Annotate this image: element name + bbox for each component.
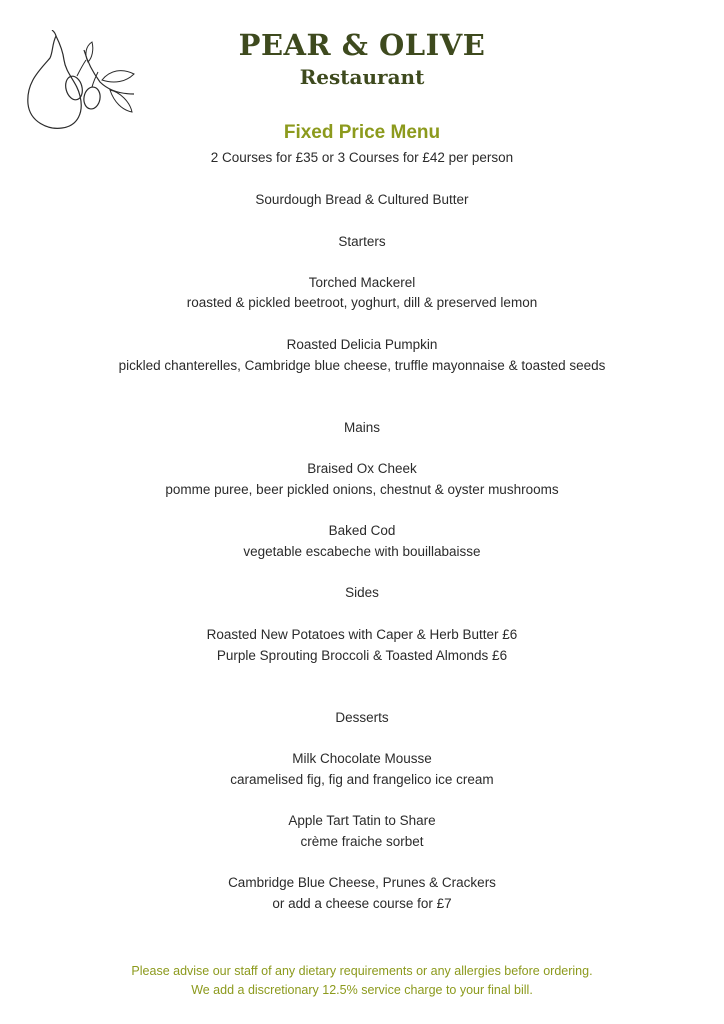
mains-heading: Mains: [343, 420, 380, 435]
starter-2-name: Roasted Delicia Pumpkin: [286, 337, 438, 352]
sides-heading: Sides: [345, 585, 379, 600]
main-1-description: pomme puree, beer pickled onions, chestnut & oyster mushrooms: [165, 482, 559, 497]
dessert-1-name: Milk Chocolate Mousse: [292, 751, 432, 766]
side-2: Purple Sprouting Broccoli & Toasted Almonds £6: [216, 648, 508, 663]
allergy-notice: Please advise our staff of any dietary requirements or any allergies before ordering.: [131, 964, 593, 978]
starter-2-description: pickled chanterelles, Cambridge blue cheese, truffle mayonnaise & toasted seeds: [118, 358, 606, 373]
dessert-2-description: crème fraiche sorbet: [300, 834, 424, 849]
desserts-heading: Desserts: [335, 710, 389, 725]
bread-item: Sourdough Bread & Cultured Butter: [255, 192, 469, 207]
restaurant-name: PEAR & OLIVE: [238, 28, 486, 62]
dessert-3-name: Cambridge Blue Cheese, Prunes & Crackers: [228, 875, 496, 890]
dessert-2-name: Apple Tart Tatin to Share: [288, 813, 436, 828]
menu-pricing: 2 Courses for £35 or 3 Courses for £42 per person: [210, 150, 514, 165]
dessert-3-description: or add a cheese course for £7: [272, 896, 452, 911]
main-1-name: Braised Ox Cheek: [307, 461, 417, 476]
dessert-1-description: caramelised fig, fig and frangelico ice cream: [230, 772, 494, 787]
menu-title: Fixed Price Menu: [283, 122, 441, 143]
side-1: Roasted New Potatoes with Caper & Herb Butter £6: [206, 627, 518, 642]
starter-1-description: roasted & pickled beetroot, yoghurt, dill & preserved lemon: [186, 295, 538, 310]
main-2-name: Baked Cod: [328, 523, 396, 538]
service-charge-notice: We add a discretionary 12.5% service charge to your final bill.: [191, 983, 533, 997]
main-2-description: vegetable escabeche with bouillabaisse: [243, 544, 481, 559]
starter-1-name: Torched Mackerel: [308, 275, 416, 290]
restaurant-subtitle: Restaurant: [299, 65, 425, 89]
starters-heading: Starters: [338, 234, 386, 249]
